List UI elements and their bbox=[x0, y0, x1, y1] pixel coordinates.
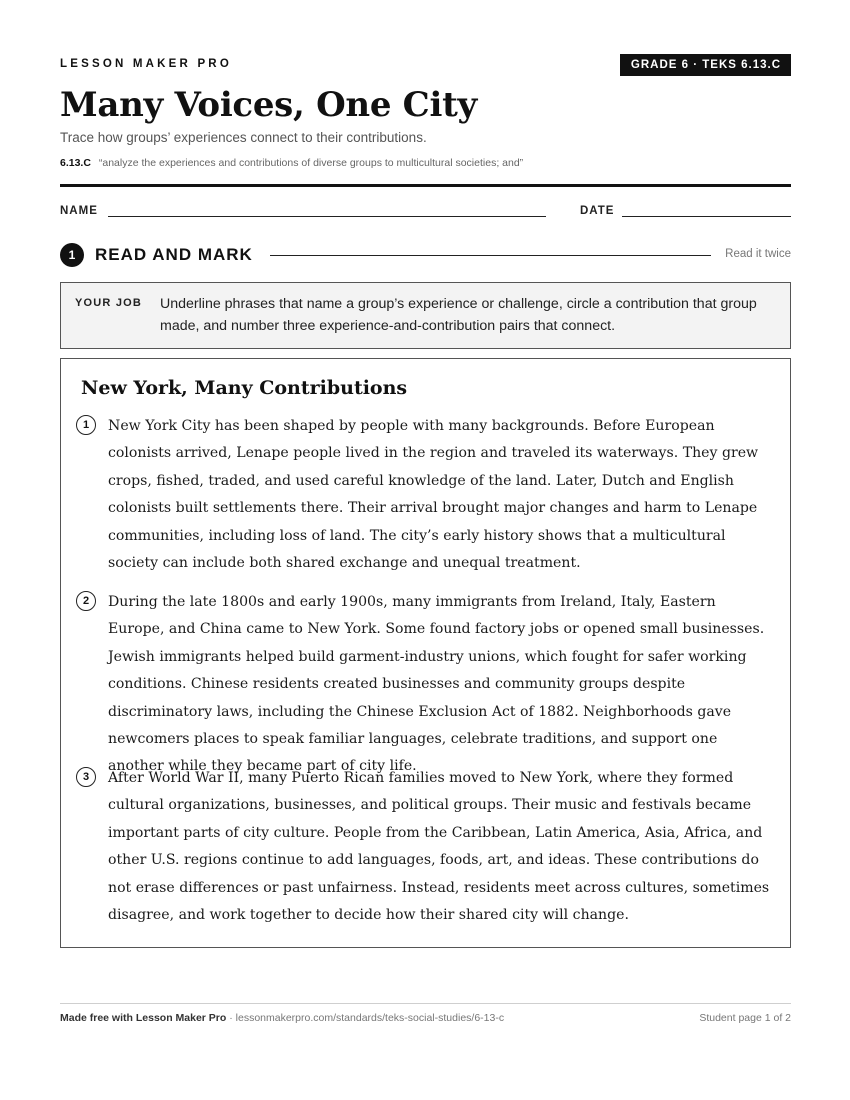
section-note: Read it twice bbox=[725, 248, 791, 260]
footer-page-label: Student page 1 of 2 bbox=[699, 1012, 791, 1024]
worksheet-page bbox=[60, 0, 791, 1100]
paragraph-number-3: 3 bbox=[76, 767, 96, 787]
date-label: DATE bbox=[580, 205, 615, 217]
page-subtitle: Trace how groups’ experiences connect to their contributions. bbox=[60, 130, 427, 145]
footer-url[interactable]: · lessonmakerpro.com/standards/teks-social-studies/6-13-c bbox=[226, 1012, 505, 1024]
footer-divider bbox=[60, 1003, 791, 1004]
page-title: Many Voices, One City bbox=[60, 85, 477, 125]
grade-badge: GRADE 6 · TEKS 6.13.C bbox=[620, 54, 791, 76]
footer-made-with: Made free with Lesson Maker Pro bbox=[60, 1012, 227, 1024]
brand-name: LESSON MAKER PRO bbox=[60, 58, 232, 70]
your-job-label: YOUR JOB bbox=[75, 297, 143, 309]
standard-line bbox=[60, 157, 523, 169]
name-field[interactable] bbox=[108, 216, 546, 217]
paragraph-number-1: 1 bbox=[76, 415, 96, 435]
name-label: NAME bbox=[60, 205, 98, 217]
your-job-box bbox=[60, 282, 791, 349]
paragraph-1: New York City has been shaped by people with many backgrounds. Before European colonists arrived, Lenape people lived in the region and traveled its waterways. They grew crops, fished, traded, and used careful knowledge of the land. Later, Dutch and English colonists built settlements there. Their arrival brought major changes and harm to Lenape communities, including loss of land. The city’s early history shows that a multicultural society can include both shared exchange and unequal treatment. bbox=[108, 418, 759, 572]
section-number-badge: 1 bbox=[60, 243, 84, 267]
footer-credit bbox=[60, 1012, 504, 1024]
reading-title: New York, Many Contributions bbox=[81, 377, 408, 399]
your-job-text: Underline phrases that name a group’s experience or challenge, circle a contribution that group made, and number three experience-and-contribution pairs that connect. bbox=[160, 296, 757, 334]
section-divider bbox=[270, 255, 711, 256]
standard-text: “analyze the experiences and contributions of diverse groups to multicultural societies; and” bbox=[98, 157, 524, 169]
date-field[interactable] bbox=[622, 216, 791, 217]
section-title: READ AND MARK bbox=[95, 245, 253, 264]
reading-passage-box bbox=[60, 358, 791, 948]
paragraph-2: During the late 1800s and early 1900s, many immigrants from Ireland, Italy, Eastern Europe, and China came to New York. Some found factory jobs or opened small businesses. Jewish immigrants helped build garment-industry unions, which fought for safer working conditions. Chinese residents created businesses and community groups despite discriminatory laws, including the Chinese Exclusion Act of 1882. Neighborhoods gave newcomers places to speak familiar languages, celebrate traditions, and support one another while they became part of city life. bbox=[108, 594, 765, 775]
header-divider bbox=[60, 184, 791, 187]
standard-code: 6.13.C bbox=[60, 157, 91, 169]
paragraph-number-2: 2 bbox=[76, 591, 96, 611]
paragraph-3: After World War II, many Puerto Rican families moved to New York, where they formed cultural organizations, businesses, and political groups. Their music and festivals became important parts of city culture. People from the Caribbean, Latin America, Asia, Africa, and other U.S. regions continue to add languages, foods, art, and ideas. These contributions do not erase differences or past unfairness. Instead, residents meet across cultures, sometimes disagree, and work together to decide how their shared city will change. bbox=[108, 770, 770, 924]
